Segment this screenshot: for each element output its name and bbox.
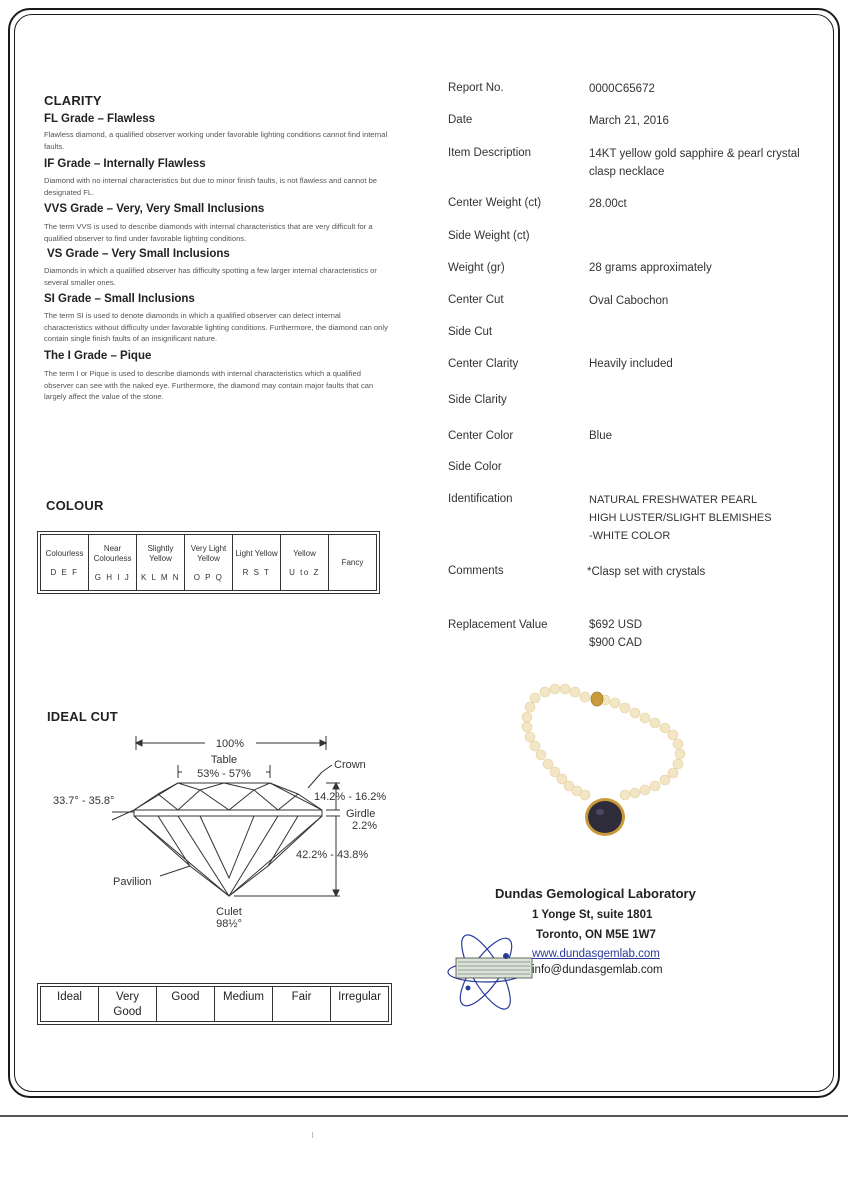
cut-grade-very-good: Very Good	[99, 987, 157, 1022]
side-color-label: Side Color	[448, 461, 502, 473]
colour-label: Colourless	[45, 548, 84, 558]
center-cut-value: Oval Cabochon	[589, 295, 669, 307]
item-description-value: 14KT yellow gold sapphire & pearl crystal clasp necklace	[589, 148, 800, 178]
cut-grade-irregular: Irregular	[331, 987, 389, 1022]
cut-grade-ideal: Ideal	[41, 987, 99, 1022]
date-label: Date	[448, 114, 473, 126]
clarity-grade-si-desc: The term SI is used to denote diamonds in which a qualified observer can detect internal characteristics without difficulty under favorable lighting conditions. Furthermore, the diamond can only contain single finish faults of an insignificant nature.	[44, 311, 388, 343]
comments-value: *Clasp set with crystals	[587, 566, 706, 578]
colour-code: D E F	[50, 567, 79, 577]
diagram-pavilion-depth: 42.2% - 43.8%	[296, 849, 369, 861]
scan-speck	[312, 1132, 313, 1138]
date-value: March 21, 2016	[589, 115, 669, 127]
replacement-value-value: $692 USD $900 CAD	[589, 619, 643, 649]
diagram-girdle-value: 2.2%	[352, 820, 378, 832]
side-cut-label: Side Cut	[448, 326, 493, 338]
ideal-cut-title: IDEAL CUT	[47, 709, 118, 724]
clarity-grade-i-title: The I Grade – Pique	[44, 350, 152, 362]
diagram-crown-height: 14.2% - 16.2%	[314, 791, 387, 803]
diagram-table-label: Table	[210, 754, 238, 766]
diagram-culet-label: Culet	[216, 906, 242, 918]
comments-label: Comments	[448, 565, 504, 577]
lab-name: Dundas Gemological Laboratory	[495, 886, 696, 901]
colour-label: Near Colourless	[93, 543, 132, 563]
diamond-cut-diagram	[40, 728, 410, 938]
page-bottom-rule	[0, 1115, 848, 1117]
clarity-grade-vvs-desc: The term VVS is used to describe diamonds with internal characteristics that are very difficult for a qualified observer to find under favorable lighting conditions.	[44, 222, 373, 243]
center-color-value: Blue	[589, 430, 613, 442]
center-clarity-value: Heavily included	[589, 358, 673, 370]
identification-label: Identification	[448, 493, 513, 505]
colour-cell-colourless	[41, 535, 89, 591]
diagram-pavilion-label: Pavilion	[113, 876, 152, 888]
colour-code: G H I J	[94, 572, 131, 582]
lab-logo	[446, 922, 538, 1018]
clarity-grade-i-desc: The term I or Pique is used to describe diamonds with internal characteristics which a qualified observer can see with the naked eye. Furthermore, the diamond may contain major faults that can largely affect the value of the stone.	[44, 369, 374, 401]
colour-code: O P Q	[193, 572, 224, 582]
colour-label: Fancy	[341, 557, 364, 567]
clarity-grade-if-title: IF Grade – Internally Flawless	[44, 158, 206, 170]
colour-cell-very-light-yellow	[185, 535, 233, 591]
colour-code: K L M N	[140, 572, 181, 582]
cut-grade-fair: Fair	[273, 987, 331, 1022]
center-weight-label: Center Weight (ct)	[448, 197, 542, 209]
clarity-grade-vs-title: VS Grade – Very Small Inclusions	[47, 248, 230, 260]
cut-grade-good: Good	[157, 987, 215, 1022]
clarity-grade-si-title: SI Grade – Small Inclusions	[44, 293, 195, 305]
replacement-value-label: Replacement Value	[448, 619, 548, 631]
clarity-grade-if-desc: Diamond with no internal characteristics but due to minor finish faults, is not flawless and cannot be designated FL.	[44, 176, 378, 197]
item-description-label: Item Description	[448, 147, 532, 159]
colour-scale-table	[40, 534, 377, 591]
clarity-grade-vvs-title: VVS Grade – Very, Very Small Inclusions	[44, 203, 265, 215]
center-color-label: Center Color	[448, 430, 514, 442]
colour-cell-slightly-yellow	[137, 535, 185, 591]
diagram-table-range: 53% - 57%	[197, 768, 251, 780]
weight-gr-value: 28 grams approximately	[589, 262, 712, 274]
colour-cell-near-colourless	[89, 535, 137, 591]
colour-label: Yellow	[293, 548, 316, 558]
colour-cell-fancy	[329, 535, 377, 591]
colour-cell-light-yellow	[233, 535, 281, 591]
diagram-crown-label: Crown	[334, 759, 366, 771]
colour-label: Very Light Yellow	[190, 543, 227, 563]
diagram-width-label: 100%	[215, 738, 245, 750]
colour-code: U to Z	[289, 567, 320, 577]
lab-website-link[interactable]: www.dundasgemlab.com	[532, 948, 660, 960]
cut-grade-medium: Medium	[215, 987, 273, 1022]
colour-title: COLOUR	[46, 498, 104, 513]
diagram-crown-angle: 33.7° - 35.8°	[53, 795, 115, 807]
center-cut-label: Center Cut	[448, 294, 504, 306]
center-weight-value: 28.00ct	[589, 198, 627, 210]
side-clarity-label: Side Clarity	[448, 394, 507, 406]
colour-cell-yellow	[281, 535, 329, 591]
center-clarity-label: Center Clarity	[448, 358, 519, 370]
lab-address-line2: Toronto, ON M5E 1W7	[536, 929, 656, 941]
clarity-title: CLARITY	[44, 93, 102, 108]
diagram-culet-value: 98½°	[216, 918, 242, 930]
report-no-label: Report No.	[448, 82, 504, 94]
lab-address-line1: 1 Yonge St, suite 1801	[532, 909, 653, 921]
colour-label: Light Yellow	[235, 548, 278, 558]
identification-value: NATURAL FRESHWATER PEARL HIGH LUSTER/SLIGHT BLEMISHES -WHITE COLOR	[589, 494, 772, 542]
weight-gr-label: Weight (gr)	[448, 262, 505, 274]
colour-label: Slightly Yellow	[147, 543, 174, 563]
necklace-photo	[505, 678, 715, 850]
side-weight-label: Side Weight (ct)	[448, 230, 530, 242]
diagram-girdle-label: Girdle	[346, 808, 376, 820]
clarity-grade-vs-desc: Diamonds in which a qualified observer has difficulty spotting a few larger internal characteristics or several smaller ones.	[44, 266, 377, 287]
lab-email: info@dundasgemlab.com	[532, 964, 663, 976]
colour-code: R S T	[242, 567, 271, 577]
clarity-grade-fl-desc: Flawless diamond, a qualified observer working under favorable lighting conditions cannot find internal faults.	[44, 130, 388, 151]
clarity-grade-fl-title: FL Grade – Flawless	[44, 113, 156, 125]
report-no-value: 0000C65672	[589, 83, 655, 95]
cut-grade-table	[40, 986, 389, 1022]
